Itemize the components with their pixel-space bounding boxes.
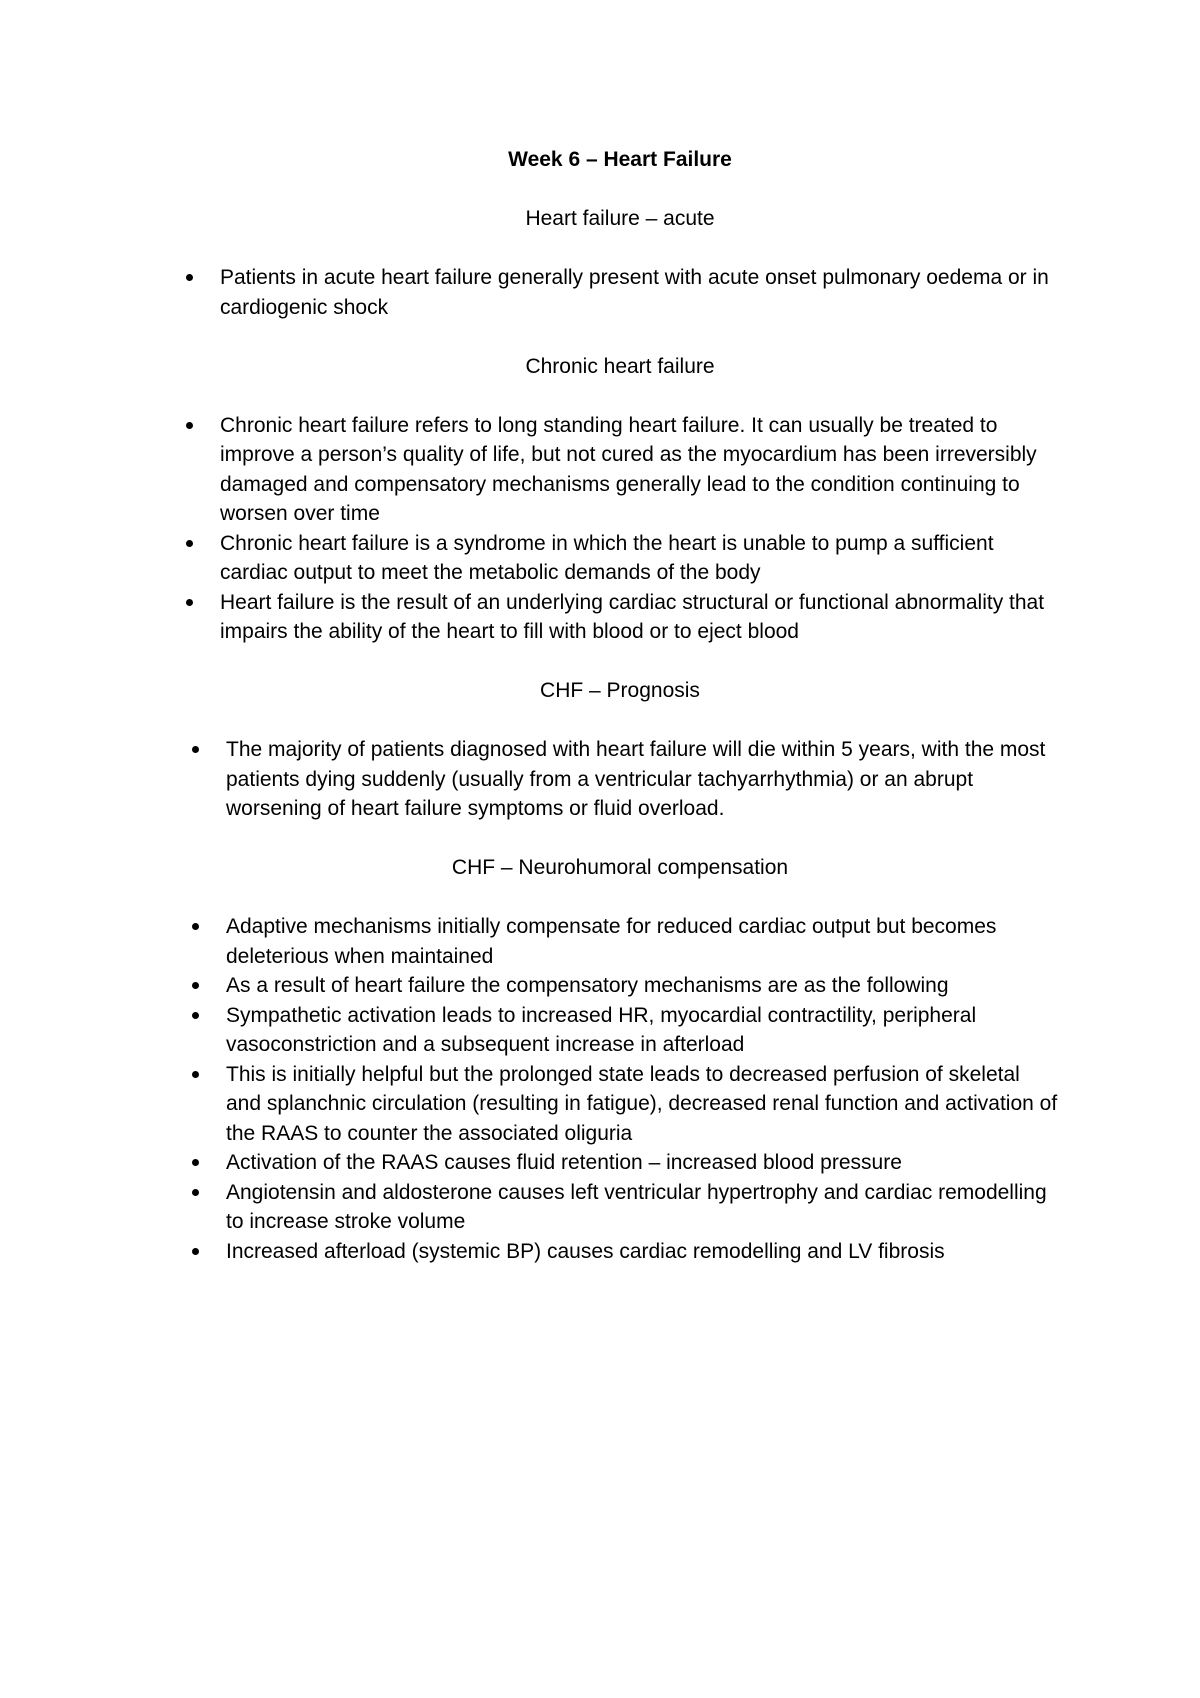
bullet-icon bbox=[192, 1248, 199, 1255]
section-heading-prognosis: CHF – Prognosis bbox=[540, 679, 700, 702]
list-item-text: Chronic heart failure refers to long standing heart failure. It can usually be treated to improve a person’s quality of life, but not cured as the myocardium has been irreversibly damaged and compensatory mechanisms generally lead to the condition continuing to worsen over time bbox=[220, 413, 1037, 525]
document-body bbox=[180, 145, 1060, 1296]
bullet-icon bbox=[186, 599, 193, 606]
list-item-text: Activation of the RAAS causes fluid retention – increased blood pressure bbox=[226, 1151, 902, 1174]
bullet-icon bbox=[192, 1012, 199, 1019]
bullet-icon bbox=[186, 422, 193, 429]
bullet-icon bbox=[192, 923, 199, 930]
list-item-text: Adaptive mechanisms initially compensate for reduced cardiac output but becomes deleterious when maintained bbox=[226, 915, 997, 968]
bullet-icon bbox=[192, 982, 199, 989]
list-item bbox=[180, 411, 1060, 529]
bullet-icon bbox=[192, 1189, 199, 1196]
list-item bbox=[180, 588, 1060, 647]
list-item bbox=[180, 912, 1060, 971]
list-item bbox=[180, 1001, 1060, 1060]
document-title: Week 6 – Heart Failure bbox=[508, 148, 732, 171]
section-heading-chronic: Chronic heart failure bbox=[525, 354, 715, 378]
list-item-text: Increased afterload (systemic BP) causes cardiac remodelling and LV fibrosis bbox=[226, 1239, 945, 1263]
bullet-list-acute bbox=[180, 263, 1060, 322]
list-item bbox=[180, 263, 1060, 322]
list-item-text: Chronic heart failure is a syndrome in which the heart is unable to pump a sufficient cardiac output to meet the metabolic demands of the body bbox=[220, 531, 994, 584]
list-item bbox=[180, 1148, 1060, 1178]
list-item-text: As a result of heart failure the compensatory mechanisms are as the following bbox=[226, 974, 949, 997]
list-item-text: Patients in acute heart failure generally present with acute onset pulmonary oedema or in cardiogenic shock bbox=[220, 266, 1049, 319]
section-heading-acute: Heart failure – acute bbox=[525, 207, 715, 230]
list-item bbox=[180, 1237, 1060, 1267]
bullet-list-neurohumoral bbox=[180, 912, 1060, 1266]
bullet-icon bbox=[186, 274, 193, 281]
bullet-icon bbox=[192, 746, 199, 753]
list-item bbox=[180, 1060, 1060, 1149]
list-item-text: The majority of patients diagnosed with heart failure will die within 5 years, with the most patients dying suddenly (usually from a ventricular tachyarrhythmia) or an abrupt worsening of heart failure symptoms or fluid overload. bbox=[226, 738, 1046, 820]
bullet-icon bbox=[186, 540, 193, 547]
list-item bbox=[180, 1178, 1060, 1237]
list-item-text: Heart failure is the result of an underlying cardiac structural or functional abnormality that impairs the ability of the heart to fill with blood or to eject blood bbox=[220, 590, 1045, 643]
bullet-icon bbox=[192, 1159, 199, 1166]
bullet-icon bbox=[192, 1071, 199, 1078]
list-item bbox=[180, 735, 1060, 824]
list-item bbox=[180, 529, 1060, 588]
bullet-list-prognosis bbox=[180, 735, 1060, 824]
list-item-text: Angiotensin and aldosterone causes left ventricular hypertrophy and cardiac remodelling to increase stroke volume bbox=[226, 1180, 1047, 1233]
bullet-list-chronic bbox=[180, 411, 1060, 647]
list-item-text: This is initially helpful but the prolonged state leads to decreased perfusion of skeletal and splanchnic circulation (resulting in fatigue), decreased renal function and activation of the RAAS to counter the associated oliguria bbox=[226, 1062, 1058, 1145]
section-heading-neurohumoral: CHF – Neurohumoral compensation bbox=[451, 856, 789, 879]
list-item-text: Sympathetic activation leads to increased HR, myocardial contractility, peripheral vasoconstriction and a subsequent increase in afterload bbox=[226, 1003, 977, 1056]
list-item bbox=[180, 971, 1060, 1001]
